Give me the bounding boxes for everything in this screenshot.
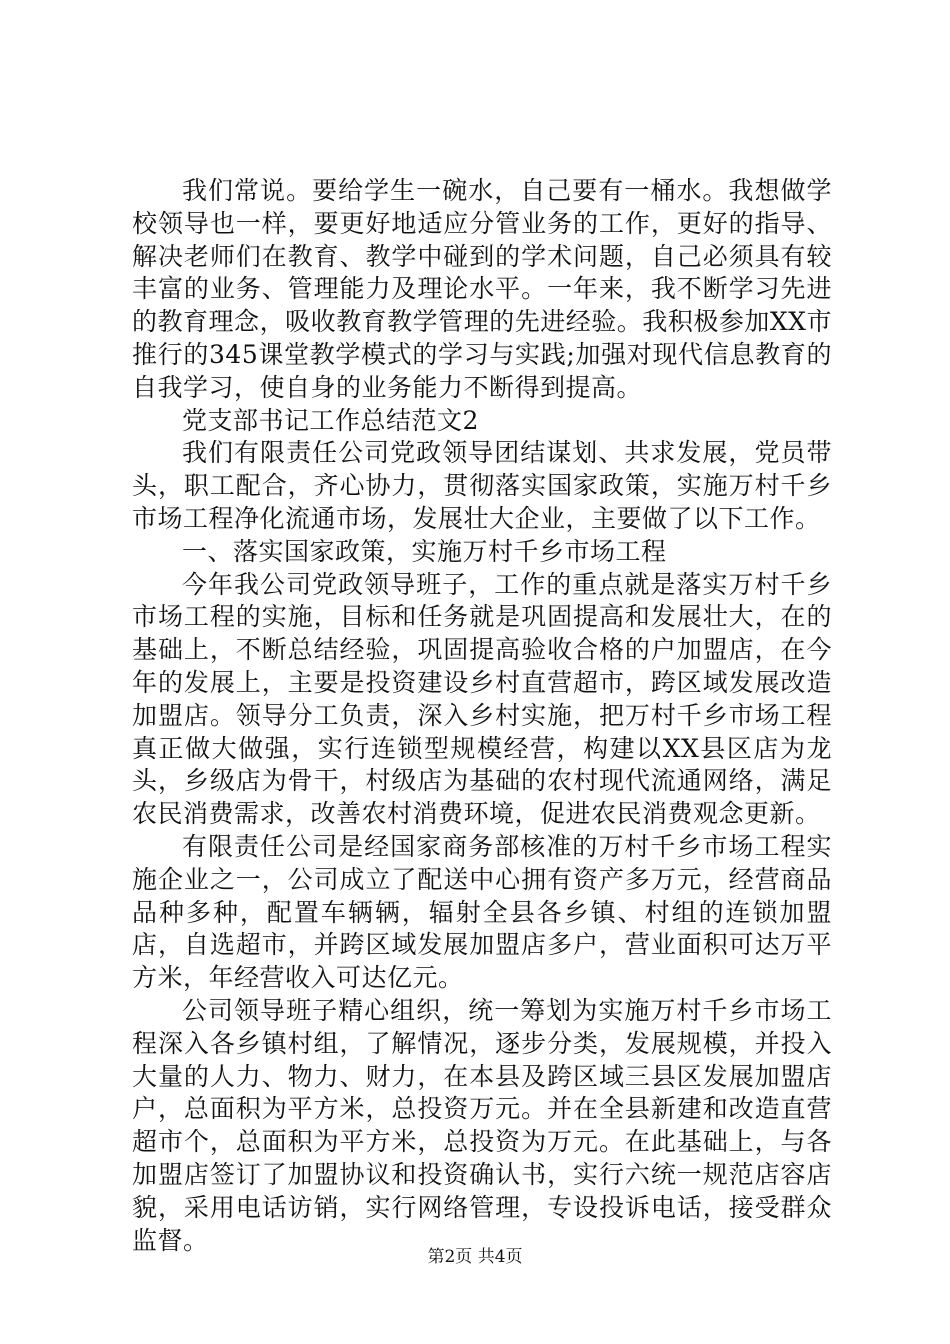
document-body xyxy=(132,175,832,1257)
section-heading: 一、落实国家政策，实施万村千乡市场工程 xyxy=(182,536,667,566)
paragraph-study: 我们常说。要给学生一碗水，自己要有一桶水。我想做学校领导也一样，要更好地适应分管业务的工作，更好的指导、解决老师们在教育、教学中碰到的学术问题，自己必须具有较丰富的业务、管理能力及理论水平。一年来，我不断学习先进的教育理念，吸收教育教学管理的先进经验。我积极参加XX市推行的345课堂教学模式的学习与实践;加强对现代信息教育的自我学习，使自身的业务能力不断得到提高。 xyxy=(132,176,832,402)
paragraph-key-work: 今年我公司党政领导班子，工作的重点就是落实万村千乡市场工程的实施，目标和任务就是巩固提高和发展壮大，在的基础上，不断总结经验，巩固提高验收合格的户加盟店，在今年的发展上，主要是投资建设乡村直营超市，跨区域发展改造加盟店。领导分工负责，深入乡村实施，把万村千乡市场工程真正做大做强，实行连锁型规模经营，构建以XX县区店为龙头，乡级店为骨干，村级店为基础的农村现代流通网络，满足农民消费需求，改善农村消费环境，促进农民消费观念更新。 xyxy=(132,569,832,829)
paragraph-company: 有限责任公司是经国家商务部核准的万村千乡市场工程实施企业之一，公司成立了配送中心拥有资产多万元，经营商品品种多种，配置车辆辆，辐射全县各乡镇、村组的连锁加盟店，自选超市，并跨区域发展加盟店多户，营业面积可达万平方米，年经营收入可达亿元。 xyxy=(132,831,832,993)
paragraph-organization: 公司领导班子精心组织，统一筹划为实施万村千乡市场工程深入各乡镇村组，了解情况，逐步分类，发展规模，并投入大量的人力、物力、财力，在本县及跨区域三县区发展加盟店户，总面积为平方米，总投资万元。并在全县新建和改造直营超市个，总面积为平方米，总投资为万元。在此基础上，与各加盟店签订了加盟协议和投资确认书，实行六统一规范店容店貌，采用电话访销，实行网络管理，专设投诉电话，接受群众监督。 xyxy=(132,995,832,1255)
page-footer: 第2页 共4页 xyxy=(427,1247,523,1267)
section-title: 党支部书记工作总结范文2 xyxy=(182,405,479,435)
paragraph-intro: 我们有限责任公司党政领导团结谋划、共求发展，党员带头，职工配合，齐心协力，贯彻落实国家政策，实施万村千乡市场工程净化流通市场，发展壮大企业，主要做了以下工作。 xyxy=(132,438,832,533)
